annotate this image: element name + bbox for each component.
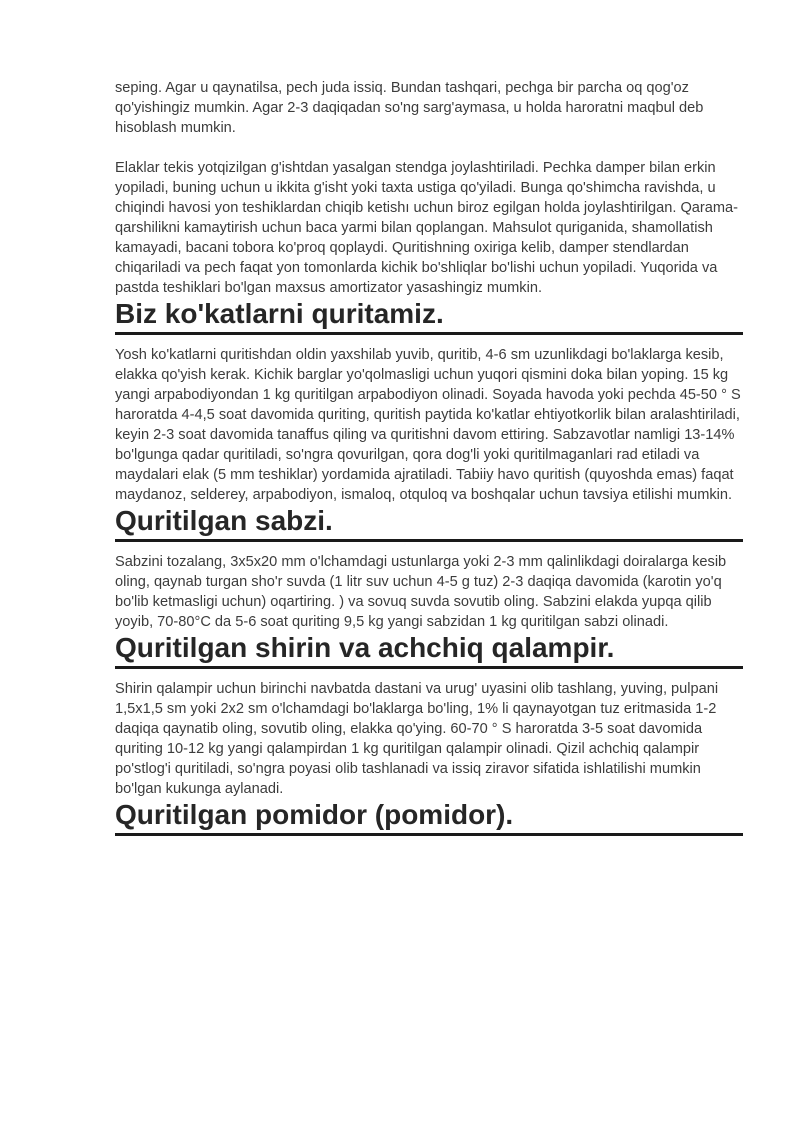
- intro-paragraph-1: seping. Agar u qaynatilsa, pech juda issiq. Bundan tashqari, pechga bir parcha oq qog'oz qo'yishingiz mumkin. Agar 2-3 daqiqadan so'ng sarg'aymasa, u holda haroratni maqbul deb hisoblash mumkin.: [115, 80, 704, 136]
- carrot-paragraph: Sabzini tozalang, 3x5x20 mm o'lchamdagi ustunlarga yoki 2-3 mm qalinlikdagi doiralarga kesib oling, qaynab turgan sho'r suvda (1 litr suv uchun 4-5 g tuz) 2-3 daqiqa davomida (karotin yo'q bo'lib ketmasligi uchun) oqartiring. ) va sovuq suvda sovutib oling. Sabzini elakda yupqa qilib yoyib, 70-80°C da 5-6 soat quriting 9,5 kg yangi sabzidan 1 kg quritilgan sabzi olinadi.: [115, 554, 727, 630]
- heading-greens: Biz ko'katlarni quritamiz.: [115, 298, 743, 335]
- intro-paragraph-2: Elaklar tekis yotqizilgan g'ishtdan yasalgan stendga joylashtiriladi. Pechka damper bilan erkin yopiladi, buning uchun u ikkita g'isht yoki taxta ustiga qo'yiladi. Bunga qo'shimcha ravishda, u chiqindi havosi yon teshiklardan chiqib ketishı uchun biroz egilgan holda joylashtirilgan. Qarama-qarshilikni kamaytirish uchun baca yarmi bilan qoplangan. Mahsulot quriganida, shamollatish kamayadi, bacani tobora ko'proq qoplaydi. Quritishning oxiriga kelib, damper stendlardan chiqariladi va pech faqat yon tomonlarda kichik bo'shliqlar bo'lishi uchun yopiladi. Yuqorida va pastda teshiklari bo'lgan maxsus amortizator yasashingiz mumkin.: [115, 160, 739, 296]
- heading-pepper: Quritilgan shirin va achchiq qalampir.: [115, 632, 743, 669]
- pepper-paragraph: Shirin qalampir uchun birinchi navbatda dastani va urug' uyasini olib tashlang, yuving, pulpani 1,5x1,5 sm yoki 2x2 sm o'lchamdagi bo'laklarga bo'ling, 1% li qaynayotgan tuz eritmasida 1-2 daqiqa qaynatib oling, sovutib oling, elakka qo'ying. 60-70 ° S haroratda 3-5 soat davomida quriting 10-12 kg yangi qalampirdan 1 kg quritilgan qalampir olinadi. Qizil achchiq qalampir po'stlog'i quritiladi, so'ngra poyasi olib tashlanadi va issiq ziravor sifatida ishlatilishi mumkin bo'lgan kukunga aylanadi.: [115, 681, 719, 797]
- document-page: [115, 78, 743, 836]
- greens-paragraph: Yosh ko'katlarni quritishdan oldin yaxshilab yuvib, quritib, 4-6 sm uzunlikdagi bo'laklarga kesib, elakka qo'yish kerak. Kichik barglar yo'qolmasligi uchun yuqori qismini doka bilan yoping. 15 kg yangi arpabodiyondan 1 kg quritilgan arpabodiyon olinadi. Soyada havoda yoki pechda 45-50 ° S haroratda 4-4,5 soat davomida quriting, quritish paytida ko'katlar ehtiyotkorlik bilan aralashtiriladi, keyin 2-3 soat davomida tanaffus qiling va quritishni davom ettiring. Sabzavotlar namligi 13-14% bo'lgunga qadar quritiladi, so'ngra qovurilgan, qora dog'li yoki quritilmaganlari rad etiladi va maydalari elak (5 mm teshiklar) yordamida ajratiladi. Tabiiy havo quritish (quyoshda emas) faqat maydanoz, selderey, arpabodiyon, ismaloq, otquloq va boshqalar uchun tavsiya etilishi mumkin.: [115, 347, 741, 503]
- heading-tomato: Quritilgan pomidor (pomidor).: [115, 799, 743, 836]
- heading-carrot: Quritilgan sabzi.: [115, 505, 743, 542]
